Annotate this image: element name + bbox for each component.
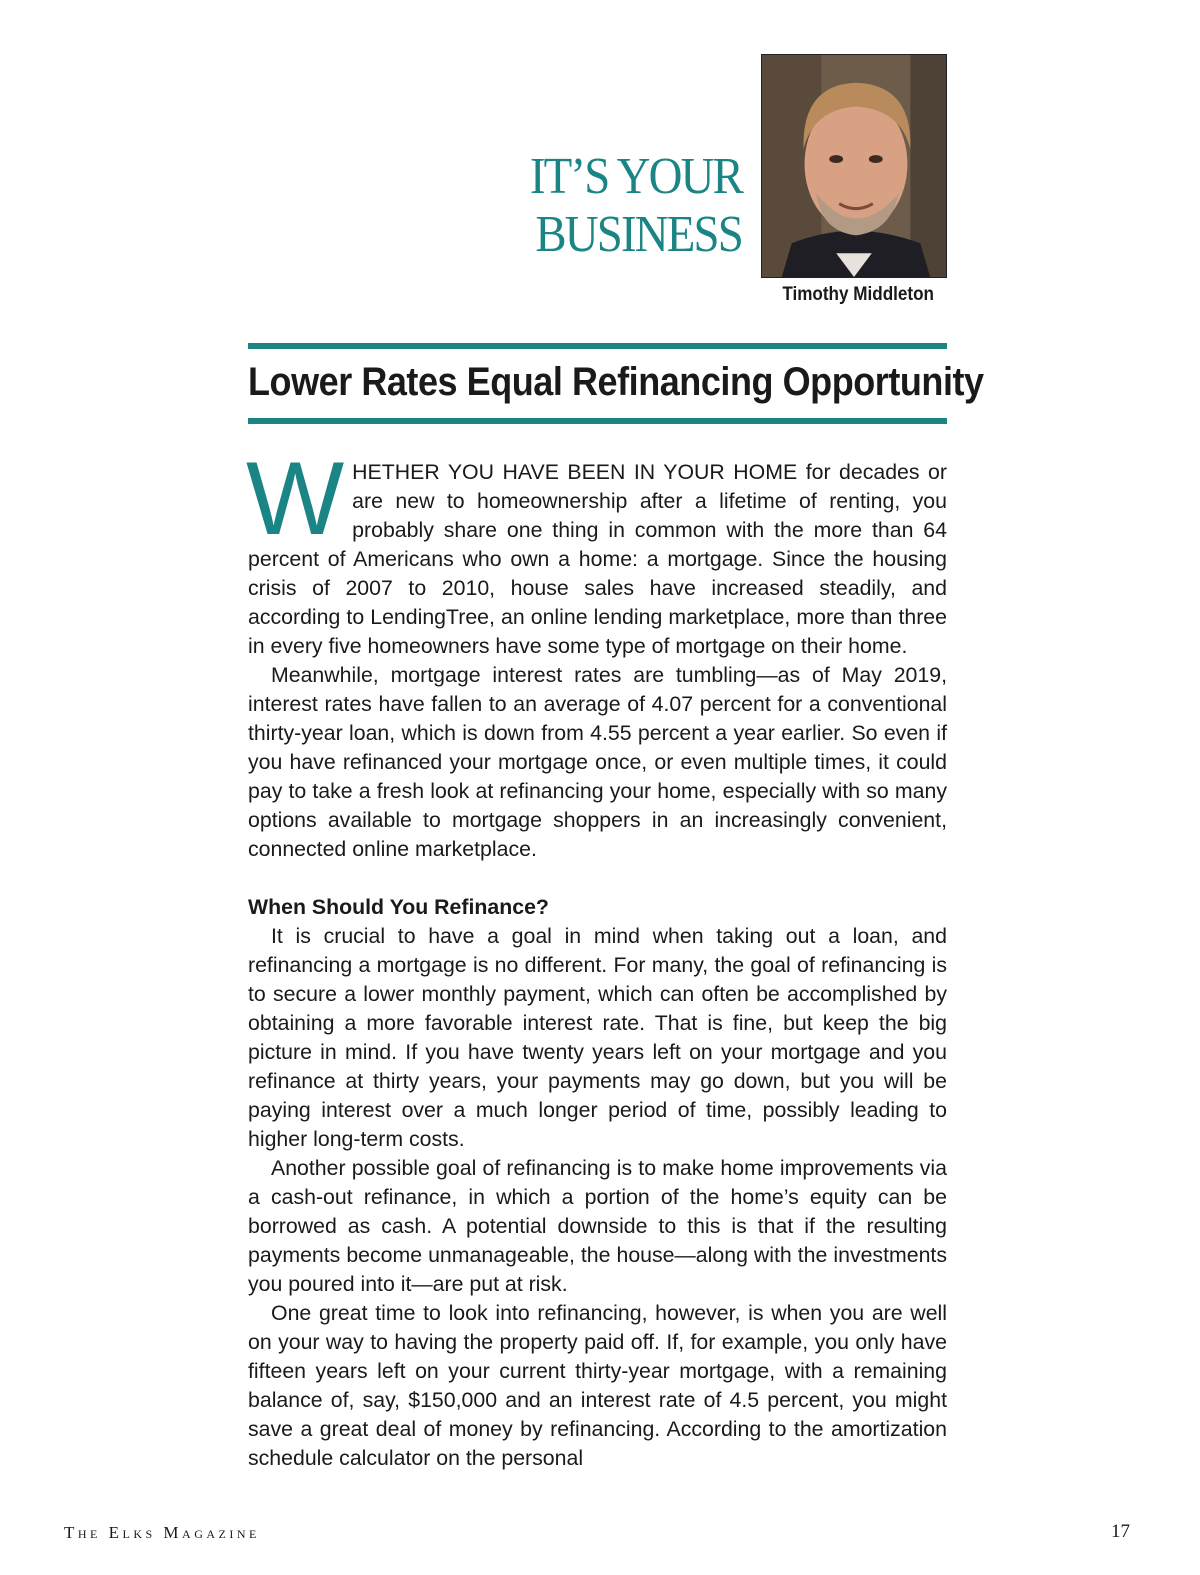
article-paragraph: Another possible goal of refinancing is to make home improvements via a cash-out refinance, in which a portion of the home’s equity can be borrowed as cash. A potential downside to this is that if the resulting payments become unmanageable, the house—along with the investments you poured into it—are put at risk. (248, 1156, 947, 1296)
section-subhead: When Should You Refinance? (248, 895, 549, 919)
page-number: 17 (1111, 1521, 1130, 1542)
magazine-name: The Elks Magazine (64, 1523, 260, 1542)
article-paragraph: It is crucial to have a goal in mind when taking out a loan, and refinancing a mortgage is no different. For many, the goal of refinancing is to secure a lower monthly payment, which can often be accomplished by obtaining a more favorable interest rate. That is fine, but keep the big picture in mind. If you have twenty years left on your mortgage and you refinance at thirty years, your payments may go down, but you will be paying interest over a much longer period of time, possibly leading to higher long-term costs. (248, 924, 947, 1151)
article-body (246, 441, 947, 1473)
article-headline: Lower Rates Equal Refinancing Opportunity (248, 360, 984, 404)
column-title-line2: BUSINESS (535, 206, 742, 263)
headline-rule-bottom (248, 418, 947, 424)
lead-text: HETHER YOU HAVE BEEN IN YOUR HOME for decades or are new to homeownership after a lifetime of renting, you probably share one thing in common with the more than 64 percent of Americans who own a home: a mortgage. Since the housing crisis of 2007 to 2010, house sales have increased steadily, and according to LendingTree, an online lending marketplace, more than three in every five homeowners have some type of mortgage on their home. (248, 460, 947, 658)
drop-cap: W (246, 441, 345, 557)
column-title-line1: IT’S YOUR (529, 148, 742, 205)
author-byline: Timothy Middleton (782, 284, 934, 305)
headline-rule-top (248, 343, 947, 349)
column-title (488, 148, 742, 264)
article-paragraph: Meanwhile, mortgage interest rates are tumbling—as of May 2019, interest rates have fallen to an average of 4.07 percent for a conventional thirty-year loan, which is down from 4.55 percent a year earlier. So even if you have refinanced your mortgage once, or even multiple times, it could pay to take a fresh look at refinancing your home, especially with so many options available to mortgage shoppers in an increasingly convenient, connected online marketplace. (248, 663, 947, 861)
article-paragraph: One great time to look into refinancing, however, is when you are well on your way to having the property paid off. If, for example, you only have fifteen years left on your current thirty-year mortgage, with a remaining balance of, say, $150,000 and an interest rate of 4.5 percent, you might save a great deal of money by refinancing. According to the amortization schedule calculator on the personal (248, 1301, 947, 1470)
article-paragraph (246, 441, 947, 661)
author-photo (761, 54, 947, 278)
